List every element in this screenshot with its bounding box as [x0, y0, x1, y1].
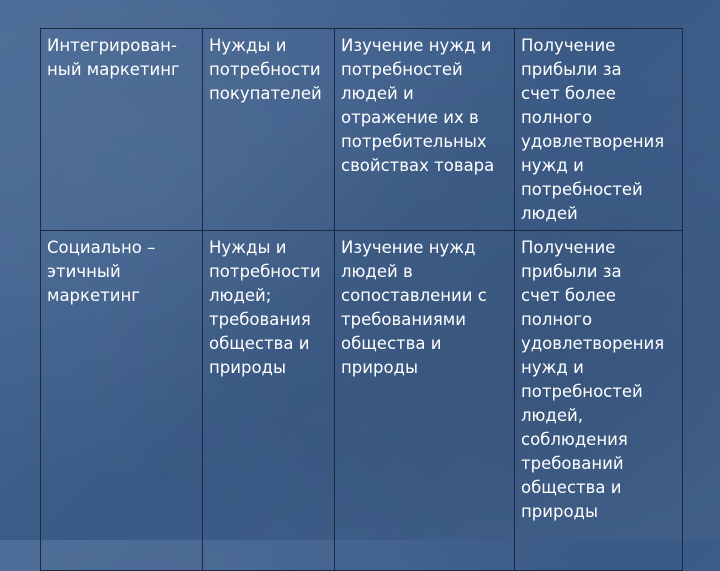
goal-cell	[515, 29, 683, 231]
object-cell	[203, 29, 335, 231]
concept-cell	[41, 29, 203, 231]
goal-text: Получение прибыли за счет более полного удовлетворения нужд и потребностей людей, соблюдения требований общества и природы	[521, 238, 665, 521]
concept-cell	[41, 231, 203, 571]
means-cell	[335, 231, 515, 571]
concepts-table-container	[40, 28, 682, 548]
means-text: Изучение нужд и потребностей людей и отражение их в потребительных свойствах товара	[341, 36, 495, 175]
means-text: Изучение нужд людей в сопоставлении с требованиями общества и природы	[341, 238, 487, 377]
goal-cell	[515, 231, 683, 571]
object-text: Нужды и потребности покупателей	[209, 36, 322, 103]
concept-text: Социально – этичный маркетинг	[47, 238, 156, 305]
object-cell	[203, 231, 335, 571]
means-cell	[335, 29, 515, 231]
table-row	[41, 231, 683, 571]
goal-text: Получение прибыли за счет более полного удовлетворения нужд и потребностей людей	[521, 36, 665, 223]
object-text: Нужды и потребности людей; требования общества и природы	[209, 238, 321, 377]
marketing-concepts-table	[40, 28, 683, 571]
table-row	[41, 29, 683, 231]
concept-text: Интегрирован- ный маркетинг	[47, 36, 180, 79]
